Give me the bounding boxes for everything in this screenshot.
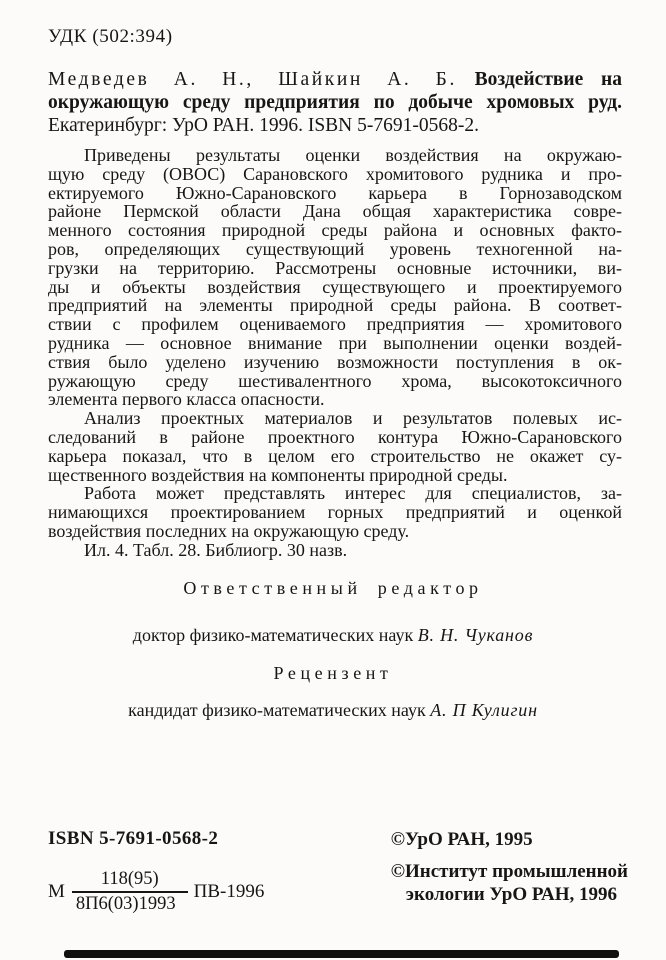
copyright-institute-line2: экологии УрО РАН, 1996 [405, 884, 618, 905]
abstract-line: ды и объекты воздействия существующего и проектируемого [48, 276, 622, 297]
imprint-footer [48, 828, 628, 914]
classmark-numerator: 118(95) [100, 869, 159, 889]
reviewer-line [0, 700, 666, 721]
book-title-part1: Воздействие на [474, 69, 623, 90]
abstract-line: Приведены результаты оценки воздействия на окружаю- [84, 145, 622, 165]
reviewer-name: А. П Кулигин [430, 700, 538, 720]
imprint-line: Екатеринбург: УрО РАН. 1996. ISBN 5-7691-0568-2. [48, 115, 479, 136]
classmark-suffix: ПВ-1996 [193, 880, 265, 902]
abstract-line: ектируемого Южно-Сарановского карьера в Горнозаводском [48, 182, 622, 203]
abstract-line: Анализ проектных материалов и результатов полевых ис- [84, 408, 622, 429]
abstract-stats-line: Ил. 4. Табл. 28. Библиогр. 30 назв. [84, 539, 348, 560]
classmark-prefix: М [48, 880, 65, 902]
isbn: ISBN 5-7691-0568-2 [48, 828, 219, 849]
abstract-line: Работа может представлять интерес для специалистов, за- [84, 483, 622, 504]
abstract-line: нимающихся проектированием горных предприятий и оценкой [48, 502, 622, 523]
abstract-line: следований в районе проектного контура Южно-Сарановского [48, 426, 622, 447]
imprint-footer-left [48, 828, 264, 914]
authors: Медведев А. Н., Шайкин А. Б. [48, 69, 457, 90]
abstract-line: рудника — основное внимание при выполнении оценки воздей- [48, 332, 622, 353]
responsible-editor-heading: Ответственный редактор [183, 578, 483, 598]
editor-name: В. Н. Чуканов [417, 625, 534, 645]
abstract-line: районе Пермской области Дана общая характеристика совре- [48, 201, 622, 222]
abstract-line: грузки на территорию. Рассмотрены основные источники, ви- [48, 257, 622, 278]
abstract-line: ствии с профилем оцениваемого предприятия — хромитового [48, 314, 622, 335]
classmark [48, 869, 264, 914]
abstract-line: менного состояния природной среды района и основных факто- [48, 220, 622, 241]
imprint-footer-right [391, 828, 628, 906]
editor-line [0, 625, 666, 646]
classmark-fraction [72, 869, 188, 914]
copyright-institute-line1: ©Институт промышленной [390, 861, 628, 882]
copyright-uro-ran: ©УрО РАН, 1995 [390, 829, 533, 850]
editors-block [0, 578, 666, 721]
abstract-line: воздействия последних на окружающую среду. [48, 520, 410, 541]
reviewer-heading: Рецензент [273, 663, 393, 683]
abstract-line: элемента первого класса опасности. [48, 389, 325, 410]
book-title-part2: окружающую среду предприятия по добыче хромовых руд. [48, 92, 622, 113]
abstract-line: ствия было уделено изучению возможности поступления в ок- [48, 351, 622, 372]
abstract-line: карьера показал, что в целом его строительство не окажет су- [48, 445, 622, 466]
bibliographic-record [48, 68, 622, 137]
biblio-line-1 [48, 68, 622, 91]
abstract-line: предприятий на элементы природной среды района. В соответ- [48, 295, 622, 316]
scan-artifact-bar [64, 950, 619, 958]
classmark-denominator: 8П6(03)1993 [72, 891, 188, 914]
reviewer-degree: кандидат физико-математических наук [128, 700, 426, 720]
abstract [48, 146, 622, 560]
abstract-line: щественного воздействия на компоненты природной среды. [48, 464, 508, 485]
udc-code: УДК (502:394) [48, 26, 173, 47]
abstract-line: щую среду (ОВОС) Сарановского хромитового рудника и про- [48, 163, 622, 184]
abstract-line: ружающую среду шестивалентного хрома, высокотоксичного [48, 370, 622, 391]
abstract-line: ров, определяющих существующий уровень техногенной на- [48, 238, 622, 259]
editor-degree: доктор физико-математических наук [132, 625, 414, 645]
